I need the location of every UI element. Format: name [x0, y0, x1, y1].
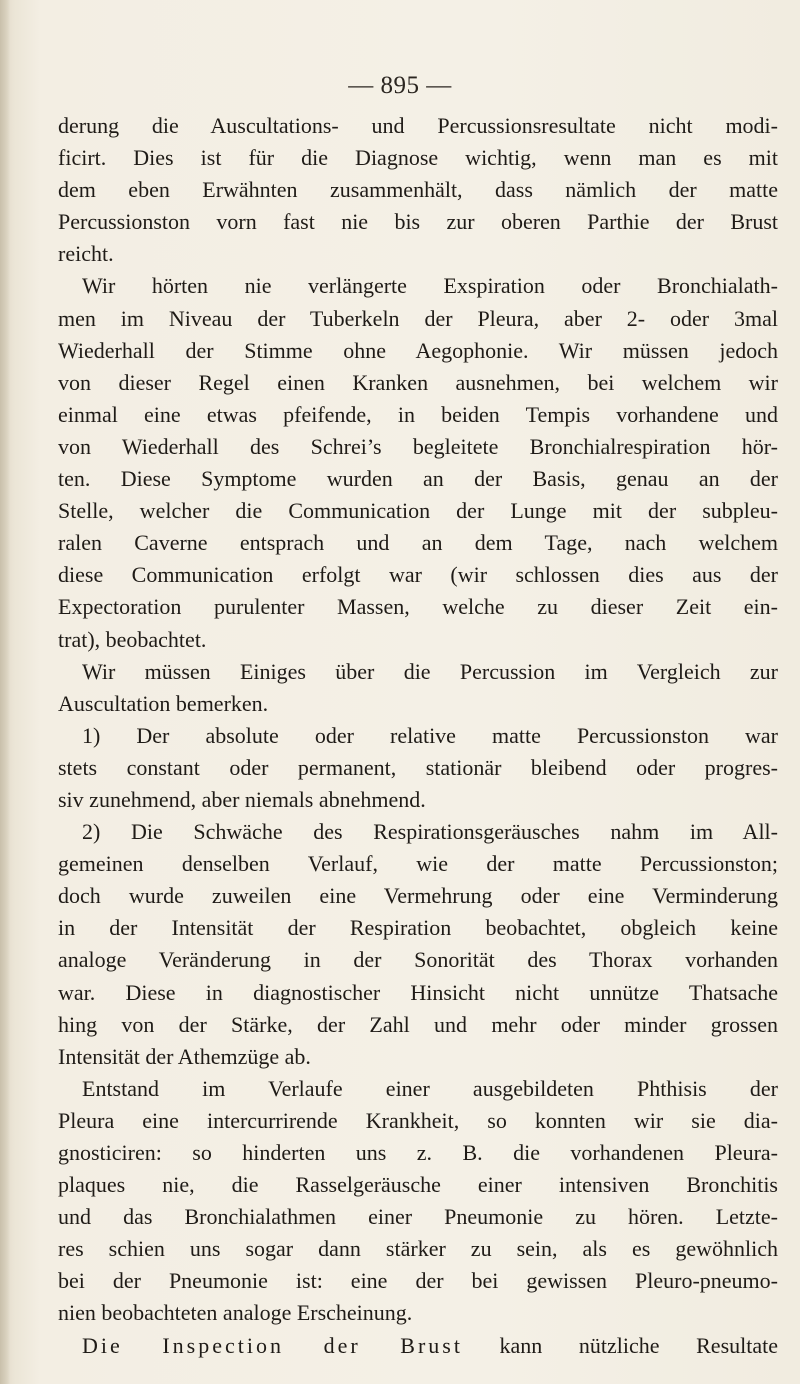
text-line: 1) Der absolute oder relative matte Percussionston war — [82, 722, 778, 748]
text-line: 2) Die Schwäche des Respirationsgeräusches nahm im All- — [82, 819, 778, 845]
text-line: Stelle, welcher die Communication der Lunge mit der subpleu- — [58, 498, 778, 524]
text-line: analoge Veränderung in der Sonorität des Thorax vorhanden — [58, 947, 778, 973]
text-line: res schien uns sogar dann stärker zu sein, als es gewöhnlich — [58, 1236, 778, 1262]
text-line: Percussionston vorn fast nie bis zur oberen Parthie der Brust — [58, 209, 778, 235]
text-line: und das Bronchialathmen einer Pneumonie zu hören. Letzte- — [58, 1204, 778, 1230]
text-line: ten. Diese Symptome wurden an der Basis, genau an der — [58, 466, 778, 492]
text-line: hing von der Stärke, der Zahl und mehr oder minder grossen — [58, 1011, 778, 1037]
text-line: siv zunehmend, aber niemals abnehmend. — [58, 786, 426, 812]
text-line: ralen Caverne entsprach und an dem Tage, nach welchem — [58, 530, 778, 556]
text-line: Expectoration purulenter Massen, welche zu dieser Zeit ein- — [58, 594, 778, 620]
text-line: ficirt. Dies ist für die Diagnose wichtig, wenn man es mit — [58, 145, 778, 171]
text-line: von dieser Regel einen Kranken ausnehmen, bei welchem wir — [58, 369, 778, 395]
text-line: gemeinen denselben Verlauf, wie der matte Percussionston; — [58, 851, 778, 877]
text-line: diese Communication erfolgt war (wir schlossen dies aus der — [58, 562, 778, 588]
body-text — [58, 110, 778, 1362]
text-line: Wir müssen Einiges über die Percussion im Vergleich zur — [82, 658, 778, 684]
text-line: gnosticiren: so hinderten uns z. B. die vorhandenen Pleura- — [58, 1140, 778, 1165]
text-line: doch wurde zuweilen eine Vermehrung oder eine Verminderung — [58, 883, 778, 909]
text-line: stets constant oder permanent, stationär bleibend oder progres- — [58, 754, 778, 780]
page-number-header: — 895 — — [348, 72, 452, 99]
text-line-final — [58, 1330, 778, 1362]
text-line: Entstand im Verlaufe einer ausgebildeten Phthisis der — [82, 1075, 778, 1101]
text-line: Intensität der Athemzüge ab. — [58, 1043, 311, 1069]
text-line: dem eben Erwähnten zusammenhält, dass nämlich der matte — [58, 177, 778, 203]
text-line-final-rest: kann nützliche Resultate — [499, 1332, 778, 1358]
text-line: in der Intensität der Respiration beobachtet, obgleich keine — [58, 915, 778, 941]
text-line: plaques nie, die Rasselgeräusche einer intensiven Bronchitis — [58, 1172, 778, 1198]
text-line: reicht. — [58, 241, 114, 267]
text-line: Pleura eine intercurrirende Krankheit, so konnten wir sie dia- — [58, 1107, 778, 1133]
text-line: von Wiederhall des Schrei’s begleitete Bronchialrespiration hör- — [58, 433, 778, 459]
text-line: bei der Pneumonie ist: eine der bei gewissen Pleuro-pneumo- — [58, 1268, 778, 1294]
spaced-emphasis: Die Inspection der Brust — [82, 1332, 463, 1358]
text-line: Wiederhall der Stimme ohne Aegophonie. Wir müssen jedoch — [58, 337, 778, 363]
text-line: trat), beobachtet. — [58, 626, 207, 652]
text-line: derung die Auscultations- und Percussionsresultate nicht modi- — [58, 113, 778, 138]
text-line: men im Niveau der Tuberkeln der Pleura, aber 2- oder 3mal — [58, 305, 778, 331]
text-line: Wir hörten nie verlängerte Exspiration oder Bronchialath- — [82, 273, 778, 299]
text-line: war. Diese in diagnostischer Hinsicht nicht unnütze Thatsache — [58, 979, 778, 1005]
text-line: nien beobachteten analoge Erscheinung. — [58, 1300, 413, 1326]
page-binding-edge — [0, 0, 10, 1384]
text-line: einmal eine etwas pfeifende, in beiden Tempis vorhandene und — [58, 401, 778, 427]
text-line: Auscultation bemerken. — [58, 690, 269, 716]
